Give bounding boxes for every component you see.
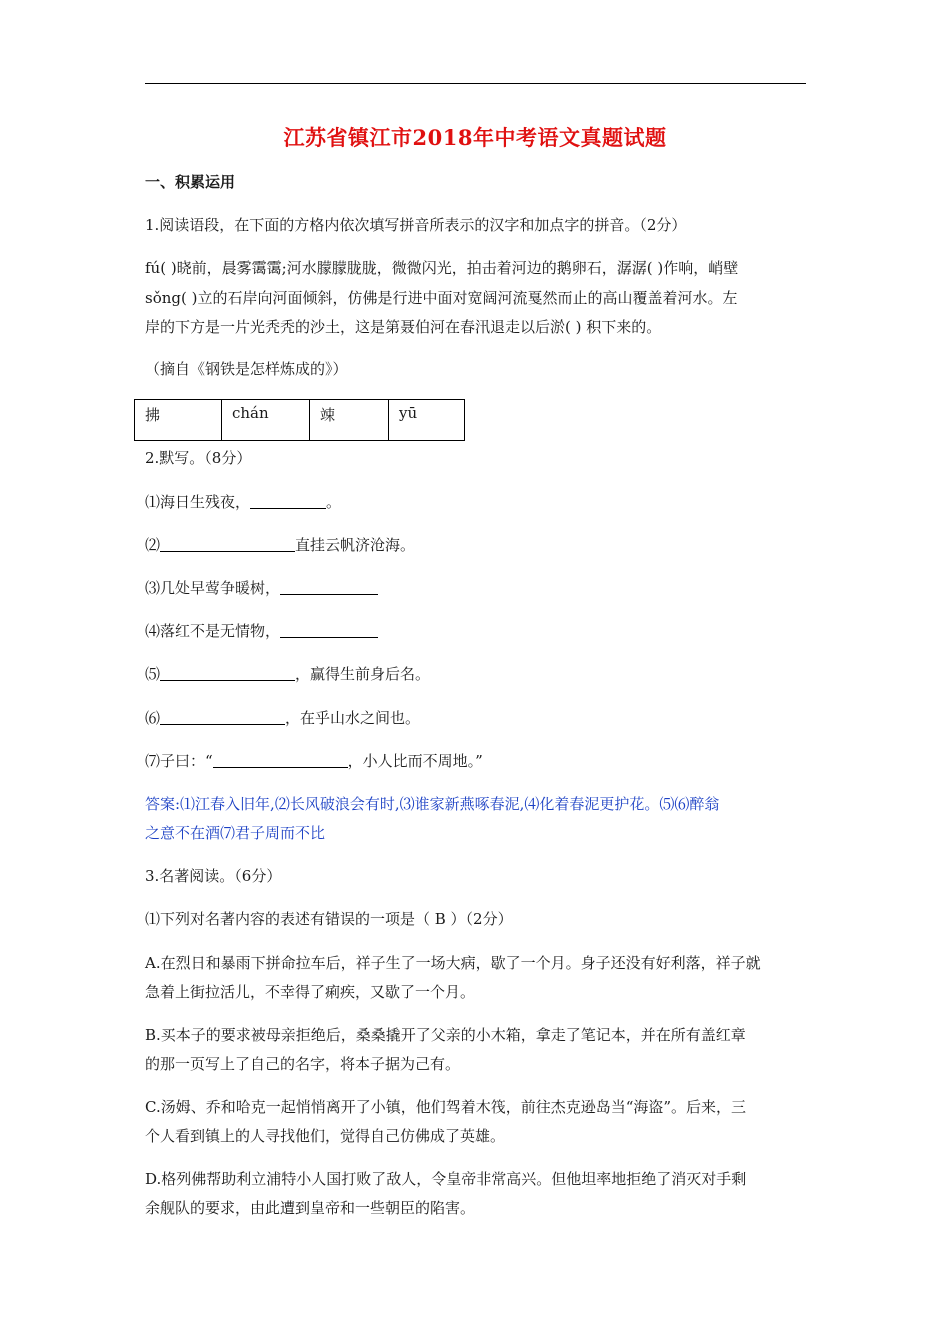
dictation-line: ⑹ ，在乎山水之间也。	[145, 709, 421, 727]
dictation-line: ⑸ ，赢得生前身后名。	[145, 665, 431, 683]
q1-passage-line: fú( )晓前，晨雾霭霭;河水朦朦胧胧，微微闪光，拍击着河边的鹅卵石，潺潺( )作响，峭壁	[145, 259, 739, 277]
q1-passage-line: 岸的下方是一片光秃秃的沙土，这是第聂伯河在春汛退走以后淤( ) 积下来的。	[145, 318, 662, 336]
option-d: 余舰队的要求，由此遭到皇帝和一些朝臣的陷害。	[145, 1199, 476, 1217]
option-b: 的那一页写上了自己的名字，将本子据为己有。	[145, 1055, 461, 1073]
q3-subquestion: ⑴下列对名著内容的表述有错误的一项是（ B ）（2分）	[145, 910, 513, 928]
q1-passage-line: sǒng( )立的石岸向河面倾斜，仿佛是行进中面对宽阔河流戛然而止的高山覆盖着河水。左	[145, 289, 738, 307]
grid-cell: 拂	[135, 400, 222, 441]
option-d: D.格列佛帮助利立浦特小人国打败了敌人，令皇帝非常高兴。但他坦率地拒绝了消灭对手剩	[145, 1170, 747, 1188]
answer-blank[interactable]	[250, 493, 326, 509]
dictation-line: ⑵ 直挂云帆济沧海。	[145, 536, 416, 554]
option-c: 个人看到镇上的人寻找他们，觉得自己仿佛成了英雄。	[145, 1127, 506, 1145]
answer-blank[interactable]	[280, 579, 378, 595]
answer-blank[interactable]	[160, 665, 295, 681]
q1-stem: 1.阅读语段，在下面的方格内依次填写拼音所表示的汉字和加点字的拼音。（2分）	[145, 216, 687, 234]
q2-stem: 2.默写。（8分）	[145, 449, 252, 467]
dictation-line: ⑷落红不是无情物，	[145, 621, 378, 641]
option-a: A.在烈日和暴雨下拼命拉车后，祥子生了一场大病，歇了一个月。身子还没有好利落，祥子就	[145, 954, 761, 972]
answer-blank[interactable]	[280, 622, 378, 638]
option-a: 急着上街拉活儿，不幸得了痢疾，又歇了一个月。	[145, 983, 476, 1001]
answer-grid	[134, 399, 465, 441]
grid-cell: chán	[222, 400, 310, 441]
header-rule	[145, 83, 806, 84]
answer-blank[interactable]	[160, 709, 285, 725]
section-heading: 一、积累运用	[145, 173, 236, 191]
dictation-line: ⑶几处早莺争暖树，	[145, 578, 378, 598]
grid-cell: yū	[389, 400, 465, 441]
answer-blank[interactable]	[160, 536, 295, 552]
grid-cell: 竦	[310, 400, 389, 441]
answer-blank[interactable]	[213, 752, 348, 768]
option-c: C.汤姆、乔和哈克一起悄悄离开了小镇，他们驾着木筏，前往杰克逊岛当“海盗”。后来，三	[145, 1098, 747, 1116]
q3-stem: 3.名著阅读。（6分）	[145, 867, 282, 885]
answer-key: 之意不在酒⑺君子周而不比	[145, 824, 326, 842]
answer-key: 答案:⑴江春入旧年,⑵长风破浪会有时,⑶谁家新燕啄春泥,⑷化着春泥更护花。⑸⑹醉翁	[145, 795, 720, 813]
page-title: 江苏省镇江市2018年中考语文真题试题	[283, 125, 667, 150]
dictation-line: ⑺子曰：“ ，小人比而不周地。”	[145, 752, 483, 770]
dictation-line: ⑴海日生残夜， 。	[145, 493, 342, 511]
q1-source: （摘自《钢铁是怎样炼成的》）	[145, 360, 348, 378]
option-b: B.买本子的要求被母亲拒绝后，桑桑撬开了父亲的小木箱，拿走了笔记本，并在所有盖红章	[145, 1026, 746, 1044]
